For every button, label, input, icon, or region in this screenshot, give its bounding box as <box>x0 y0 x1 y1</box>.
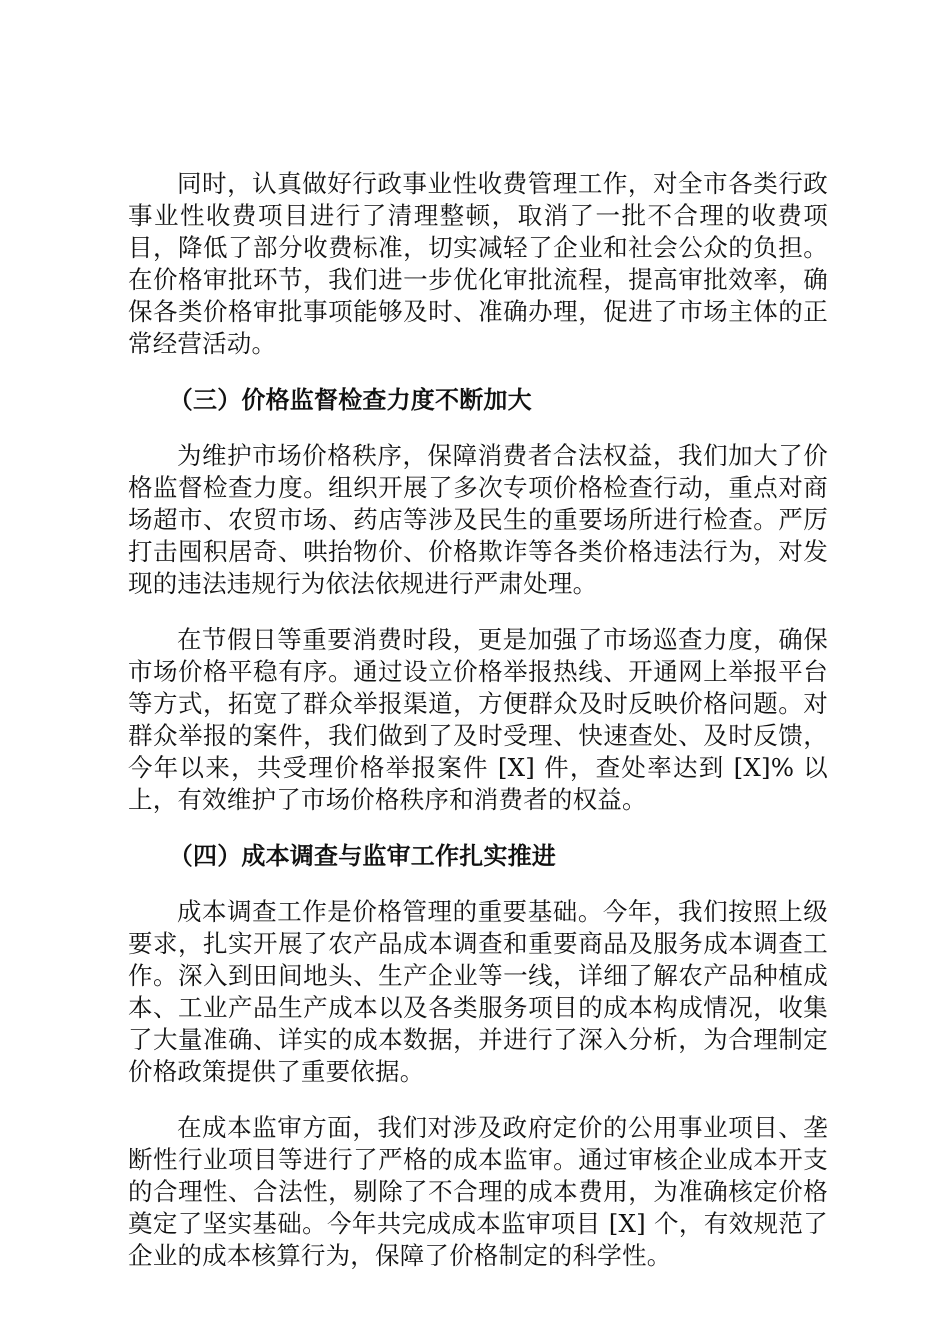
paragraph-holiday-patrol: 在节假日等重要消费时段，更是加强了市场巡查力度，确保市场价格平稳有序。通过设立价格举报热线、开通网上举报平台等方式，拓宽了群众举报渠道，方便群众及时反映价格问题。对群众举报的案件，我们做到了及时受理、快速查处、及时反馈，今年以来，共受理价格举报案件 [X] 件，查处率达到 [X]% 以上，有效维护了市场价格秩序和消费者的权益。 <box>128 625 828 814</box>
paragraph-cost-survey: 成本调查工作是价格管理的重要基础。今年，我们按照上级要求，扎实开展了农产品成本调查和重要商品及服务成本调查工作。深入到田间地头、生产企业等一线，详细了解农产品种植成本、工业产品生产成本以及各类服务项目的成本构成情况，收集了大量准确、详实的成本数据，并进行了深入分析，为合理制定价格政策提供了重要依据。 <box>128 897 828 1086</box>
paragraph-price-inspection: 为维护市场价格秩序，保障消费者合法权益，我们加大了价格监督检查力度。组织开展了多次专项价格检查行动，重点对商场超市、农贸市场、药店等涉及民生的重要场所进行检查。严厉打击囤积居奇、哄抬物价、价格欺诈等各类价格违法行为，对发现的违法违规行为依法依规进行严肃处理。 <box>128 441 828 598</box>
section-heading-4: （四）成本调查与监审工作扎实推进 <box>168 842 556 870</box>
paragraph-cost-audit: 在成本监审方面，我们对涉及政府定价的公用事业项目、垄断性行业项目等进行了严格的成本监审。通过审核企业成本开支的合理性、合法性，剔除了不合理的成本费用，为准确核定价格奠定了坚实基础。今年共完成成本监审项目 [X] 个，有效规范了企业的成本核算行为，保障了价格制定的科学性。 <box>128 1113 828 1270</box>
paragraph-fee-management: 同时，认真做好行政事业性收费管理工作，对全市各类行政事业性收费项目进行了清理整顿，取消了一批不合理的收费项目，降低了部分收费标准，切实减轻了企业和社会公众的负担。在价格审批环节，我们进一步优化审批流程，提高审批效率，确保各类价格审批事项能够及时、准确办理，促进了市场主体的正常经营活动。 <box>128 169 828 358</box>
section-heading-3: （三）价格监督检查力度不断加大 <box>168 386 532 414</box>
document-body <box>128 168 828 1296</box>
